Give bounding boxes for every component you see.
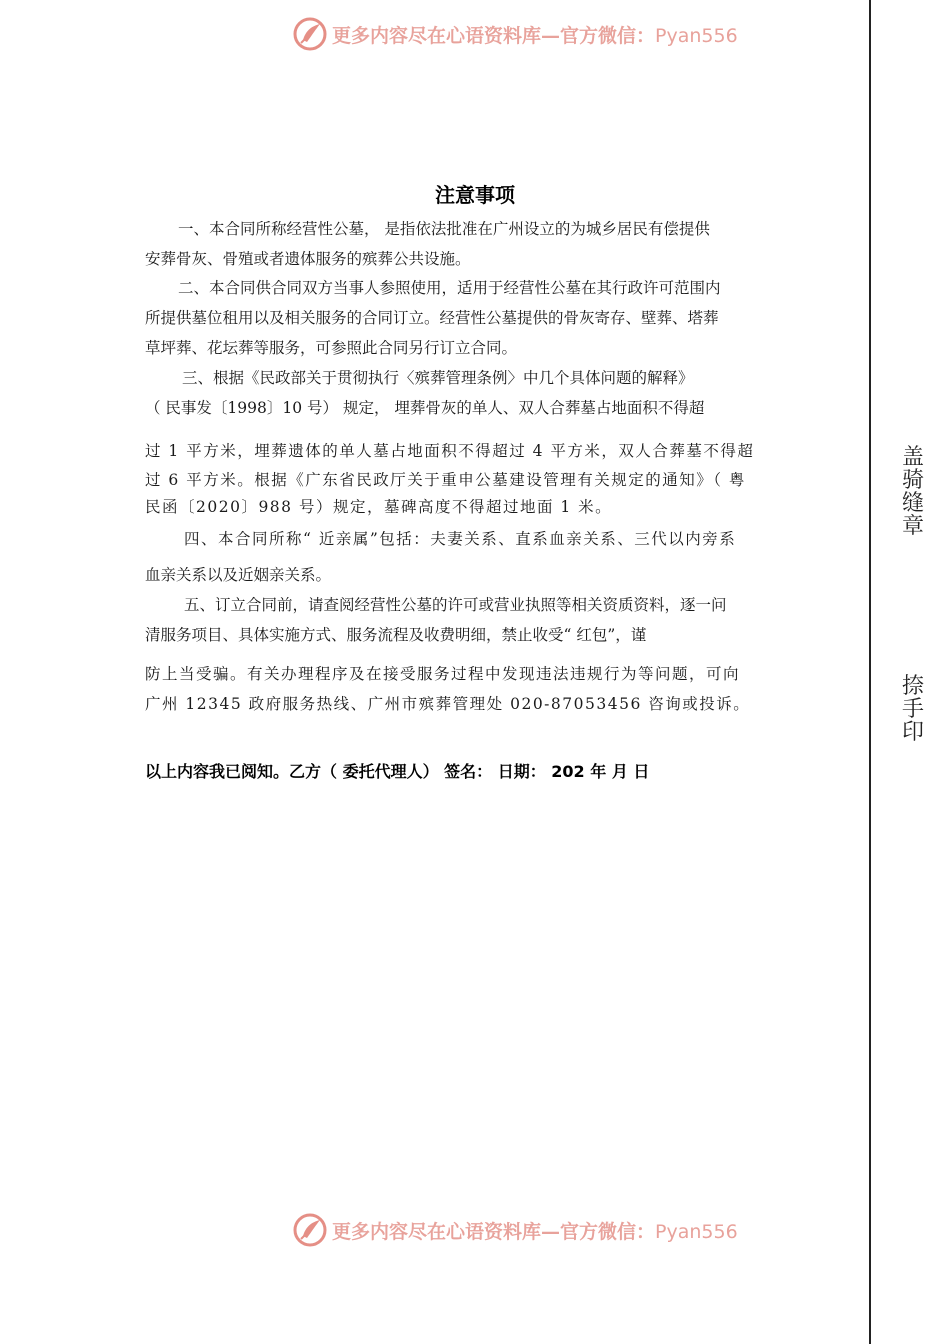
body-line: 清服务项目、具体实施方式、服务流程及收费明细，禁止收受“ 红包”，谨 bbox=[145, 626, 647, 644]
fingerprint-label: 捺手印 bbox=[901, 674, 924, 745]
watermark-logo-icon bbox=[292, 1212, 328, 1248]
body-line: 四、本合同所称“ 近亲属”包括：夫妻关系、直系血亲关系、三代以内旁系 bbox=[184, 530, 737, 548]
body-line: 一、本合同所称经营性公墓， 是指依法批准在广州设立的为城乡居民有偿提供 bbox=[178, 220, 710, 238]
acknowledgement-line: 以上内容我已阅知。乙方（ 委托代理人） 签名： 日期： 202 年 月 日 bbox=[145, 762, 650, 781]
watermark-text: 更多内容尽在心语资料库—官方微信：Pyan556 bbox=[332, 1220, 738, 1243]
watermark-text: 更多内容尽在心语资料库—官方微信：Pyan556 bbox=[332, 24, 738, 47]
body-line: 草坪葬、花坛葬等服务，可参照此合同另行订立合同。 bbox=[145, 339, 518, 357]
body-line: 二、本合同供合同双方当事人参照使用，适用于经营性公墓在其行政许可范围内 bbox=[178, 279, 721, 297]
body-line: 防上当受骗。有关办理程序及在接受服务过程中发现违法违规行为等问题，可向 bbox=[145, 665, 741, 683]
body-line: 血亲关系以及近姻亲关系。 bbox=[145, 566, 332, 584]
body-line: 民函〔2020〕988 号）规定，墓碑高度不得超过地面 1 米。 bbox=[145, 498, 613, 516]
seal-label: 盖骑缝章 bbox=[901, 445, 924, 539]
body-line: 过 1 平方米，埋葬遗体的单人墓占地面积不得超过 4 平方米，双人合葬墓不得超 bbox=[145, 442, 755, 460]
body-line: 安葬骨灰、骨殖或者遗体服务的殡葬公共设施。 bbox=[145, 250, 471, 268]
document-title: 注意事项 bbox=[435, 183, 515, 207]
watermark-footer bbox=[292, 1210, 738, 1250]
body-line: 过 6 平方米。根据《广东省民政厅关于重申公墓建设管理有关规定的通知》（ 粤 bbox=[145, 471, 746, 489]
body-line: （ 民事发〔1998〕10 号） 规定， 埋葬骨灰的单人、双人合葬墓占地面积不得超 bbox=[145, 399, 705, 417]
body-line: 广州 12345 政府服务热线、广州市殡葬管理处 020-87053456 咨询或投诉。 bbox=[145, 695, 751, 713]
watermark-logo-icon bbox=[292, 16, 328, 52]
watermark-header bbox=[292, 14, 738, 54]
body-line: 所提供墓位租用以及相关服务的合同订立。经营性公墓提供的骨灰寄存、壁葬、塔葬 bbox=[145, 309, 719, 327]
body-line: 五、订立合同前，请查阅经营性公墓的许可或营业执照等相关资质资料，逐一问 bbox=[184, 596, 727, 614]
body-line: 三、根据《民政部关于贯彻执行〈殡葬管理条例〉中几个具体问题的解释》 bbox=[182, 369, 694, 387]
